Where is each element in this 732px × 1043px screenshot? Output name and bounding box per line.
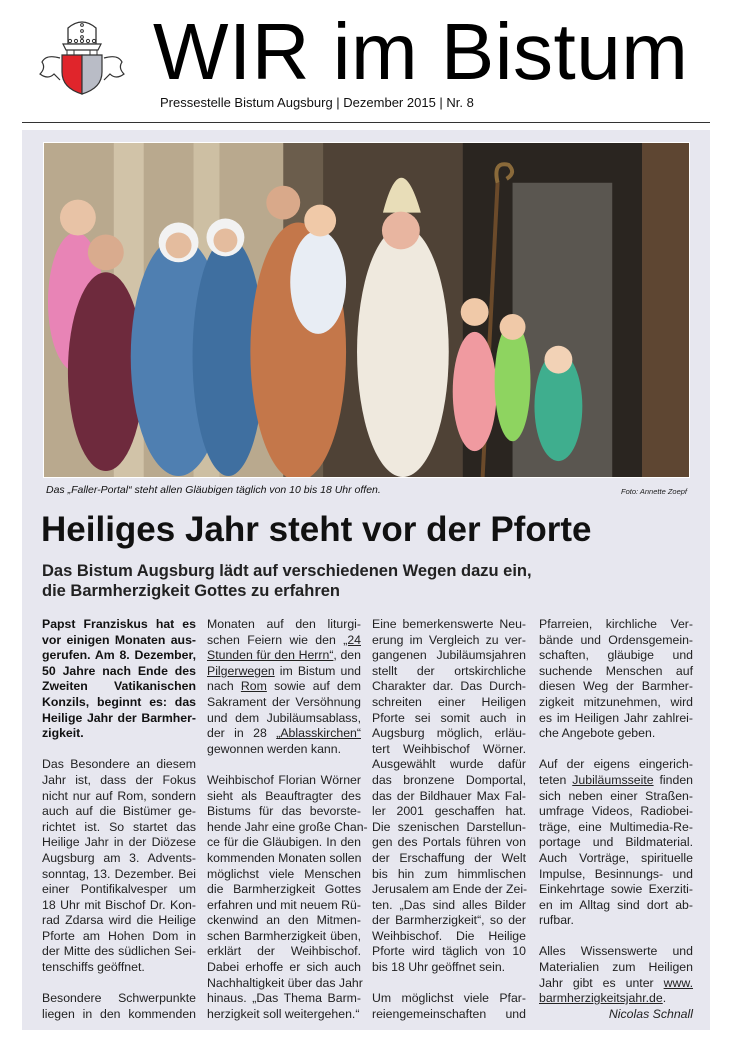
text-line: Besondere Schwerpunkte xyxy=(42,991,196,1006)
text-line: nach Rom sowie auf dem xyxy=(207,679,361,694)
text-line: Pforte am Hohen Dom in xyxy=(42,928,196,943)
newsletter-subtitle: Pressestelle Bistum Augsburg | Dezember 2015 | Nr. 8 xyxy=(160,95,474,110)
text-line: Nachhaltigkeit über das Jahr xyxy=(207,975,363,990)
text-line: der Mitte des südlichen Sei- xyxy=(42,944,196,959)
diocese-coat-of-arms-logo xyxy=(38,14,126,98)
text-line: Jerusalem am Ende der Zei- xyxy=(372,882,528,897)
text-line: das der Bildhauer Max Fal- xyxy=(372,788,526,803)
inline-link[interactable]: Jubiläumsseite xyxy=(572,772,654,787)
text-line: diesen Weg der Barmher- xyxy=(539,679,693,694)
inline-link[interactable]: Rom xyxy=(240,679,267,694)
inline-link[interactable]: Pilgerwegen xyxy=(207,663,275,678)
text-line: das bronzene Domportal, xyxy=(372,772,526,787)
text-line: ler 2001 geschaffen hat. xyxy=(372,804,526,819)
text-line: erklärt der Weihbischof. xyxy=(207,944,361,959)
text-line: bis 18 Uhr geöffnet sein. xyxy=(372,960,506,975)
subhead-line: die Barmherzigkeit Gottes zu erfahren xyxy=(42,581,340,600)
text-line: barmherzigkeitsjahr.de. xyxy=(539,991,667,1006)
text-line: rufbar. xyxy=(539,913,574,928)
text-line: schen Feiern wie den „24 xyxy=(207,632,361,647)
text-line: stellt der ortskirchliche xyxy=(372,663,526,678)
inline-link[interactable]: „Ablasskirchen“ xyxy=(276,726,361,741)
article-author: Nicolas Schnall xyxy=(608,1006,693,1021)
text-line: einer Pontifikalvesper um xyxy=(42,882,196,897)
text-line: kommenden Monaten sollen xyxy=(207,850,362,865)
text-line: Pforte sei somit auch in xyxy=(372,710,526,725)
inline-link[interactable]: Stunden für den Herrn“ xyxy=(207,648,334,663)
text-line: Charakter dar. Das Durch- xyxy=(372,679,526,694)
text-line: ten. „Das sind alles Bilder xyxy=(372,897,526,912)
text-line: der in 28 „Ablasskirchen“ xyxy=(207,726,361,741)
text-line: sonntag, 13. Dezember. Bei xyxy=(42,866,196,881)
text-line: tenschiffs geöffnet. xyxy=(42,960,145,975)
article-column-1 xyxy=(42,617,196,1038)
article-paragraph xyxy=(42,991,196,1022)
text-line: teten Jubiläumsseite finden xyxy=(539,772,693,787)
text-line: Das Besondere an diesem xyxy=(42,757,196,772)
text-line: che Angebote geben. xyxy=(539,726,656,741)
text-line: Bistums für das bevorste- xyxy=(207,804,361,819)
inline-link[interactable]: barmherzigkeitsjahr.de xyxy=(539,991,663,1006)
text-line: Augsburg möglich, erläu- xyxy=(372,726,526,741)
text-line: herzigkeit soll weitergehen.“ xyxy=(207,1006,360,1021)
text-line: rad Zdarsa wird die Heilige xyxy=(42,913,196,928)
text-line: Ausgewählt wurde dafür xyxy=(372,757,526,772)
text-line: Um möglichst viele Pfar- xyxy=(372,991,526,1006)
article-paragraph xyxy=(207,772,368,1023)
text-line: auch auf die Bistümer ge- xyxy=(42,804,196,819)
text-line: Heilige Jahr der Barmher- xyxy=(42,710,196,725)
text-line: der Barmherzigkeit“, so der xyxy=(372,913,526,928)
article-lead-paragraph xyxy=(42,617,196,742)
text-line: erung im Vergleich zu ver- xyxy=(372,632,526,647)
text-line: es im Heiligen Jahr zahlrei- xyxy=(539,710,693,725)
text-line: Alles Wissenswerte und xyxy=(539,944,693,959)
header-divider xyxy=(22,122,710,123)
text-line: hende Jahr eine große Chan- xyxy=(207,819,368,834)
text-line: 18 Uhr mit Bischof Dr. Kon- xyxy=(42,897,196,912)
text-line: gerufen. Am 8. Dezember, xyxy=(42,648,196,663)
text-line: Auf der eigens eingerich- xyxy=(539,757,693,772)
text-line: Heilige Jahr in der Diözese xyxy=(42,835,196,850)
text-line: gangenen Jubiläumsjahren xyxy=(372,648,526,663)
text-line: schen Barmherzigkeit üben, xyxy=(207,928,361,943)
text-line: vor einigen Monaten aus- xyxy=(42,632,196,647)
text-line: träge, eine Multimedia-Re- xyxy=(539,819,693,834)
text-line: schaften, gläubige und xyxy=(539,648,693,663)
article-paragraph xyxy=(207,617,361,757)
text-line: und dem Jubiläumsablass, xyxy=(207,710,361,725)
text-line: tert Weihbischof Wörner. xyxy=(372,741,526,756)
text-line: 50 Jahre nach Ende des xyxy=(42,663,196,678)
text-line: gen des Portals führen von xyxy=(372,835,526,850)
text-line: der Erschaffung der Welt xyxy=(372,850,526,865)
photo-caption: Das „Faller-Portal“ steht allen Gläubigen täglich von 10 bis 18 Uhr offen. xyxy=(46,484,381,496)
article-paragraph xyxy=(539,617,693,742)
text-line: liegen in den kommenden xyxy=(42,1006,196,1021)
text-line: Sakrament der Versöhnung xyxy=(207,694,361,709)
text-line: gewonnen werden kann. xyxy=(207,741,341,756)
text-line: hinaus. „Das Thema Barm- xyxy=(207,991,361,1006)
text-line: Impulse, Besinnungs- und xyxy=(539,866,693,881)
text-line: Jahr gibt es unter www. xyxy=(539,975,693,990)
text-line: die Barmherzigkeit Gottes xyxy=(207,882,361,897)
text-line: bände und Ordensgemein- xyxy=(539,632,693,647)
article-column-3 xyxy=(372,617,526,1038)
text-line: Konzils, beginnt es: das xyxy=(42,694,196,709)
text-line: schreiten einer Heiligen xyxy=(372,694,526,709)
article-paragraph xyxy=(42,757,196,975)
article-photo xyxy=(43,142,690,478)
text-line: sieht als Beauftragter des xyxy=(207,788,361,803)
inline-link[interactable]: „24 xyxy=(343,632,361,647)
subhead-line: Das Bistum Augsburg lädt auf verschiedenen Wegen dazu ein, xyxy=(42,562,532,580)
text-line: Dabei erhoffe er sich auch xyxy=(207,960,361,975)
text-line: Weihbischof. Die Heilige xyxy=(372,928,526,943)
text-line: Papst Franziskus hat es xyxy=(42,617,196,631)
article-paragraph xyxy=(539,944,693,1022)
text-line: Die szenischen Darstellun- xyxy=(372,819,526,834)
article-paragraph xyxy=(372,617,526,976)
article-column-2 xyxy=(207,617,368,1038)
text-line: Zweiten Vatikanischen xyxy=(42,679,196,694)
text-line: Pilgerwegen im Bistum und xyxy=(207,663,361,678)
text-line: Pforte wird täglich von 10 xyxy=(372,944,526,959)
text-line: en im Alltag sind dort ab- xyxy=(539,897,693,912)
article-headline: Heiliges Jahr steht vor der Pforte xyxy=(41,510,592,549)
text-line: portage und Bildmaterial. xyxy=(539,835,693,850)
text-line: bis hin zum himmlischen xyxy=(372,866,526,881)
text-line: suchende Menschen auf xyxy=(539,663,693,678)
text-line: Monaten auf den liturgi- xyxy=(207,617,361,631)
text-line: möglichst viele Menschen xyxy=(207,866,361,881)
article-column-4 xyxy=(539,617,693,1038)
text-line: erfahren und mit neuem Rü- xyxy=(207,897,361,912)
text-line: Eine bemerkenswerte Neu- xyxy=(372,617,526,631)
text-line: Einkehrtage sowie Exerziti- xyxy=(539,882,693,897)
text-line: sich neben einer Straßen- xyxy=(539,788,693,803)
text-line: richtet ist. So startet das xyxy=(42,819,196,834)
article-subhead xyxy=(42,562,532,601)
text-line: ckenwind an den Mitmen- xyxy=(207,913,361,928)
newsletter-title: WIR im Bistum xyxy=(153,7,689,96)
text-line: Jahr ist, dass der Fokus xyxy=(42,772,196,787)
text-line: Stunden für den Herrn“, den xyxy=(207,648,361,663)
text-line: Weihbischof Florian Wörner xyxy=(207,772,361,787)
text-line: Augsburg am 3. Advents- xyxy=(42,850,196,865)
text-line: Materialien zum Heiligen xyxy=(539,960,693,975)
article-paragraph xyxy=(539,757,693,929)
text-line: Auch Vorträge, spirituelle xyxy=(539,850,693,865)
article-paragraph xyxy=(372,991,526,1022)
inline-link[interactable]: www. xyxy=(663,975,693,990)
text-line: nicht nur auf Rom, sondern xyxy=(42,788,196,803)
photo-credit: Foto: Annette Zoepf xyxy=(620,487,687,496)
text-line: Pfarreien, kirchliche Ver- xyxy=(539,617,693,631)
text-line: ce für die Gläubigen. In den xyxy=(207,835,361,850)
text-line: umfrage Videos, Radiobei- xyxy=(539,804,693,819)
text-line: zigkeit. xyxy=(42,726,84,741)
text-line: zigkeit mitzunehmen, wird xyxy=(539,694,693,709)
text-line: reiengemeinschaften und xyxy=(372,1006,526,1021)
